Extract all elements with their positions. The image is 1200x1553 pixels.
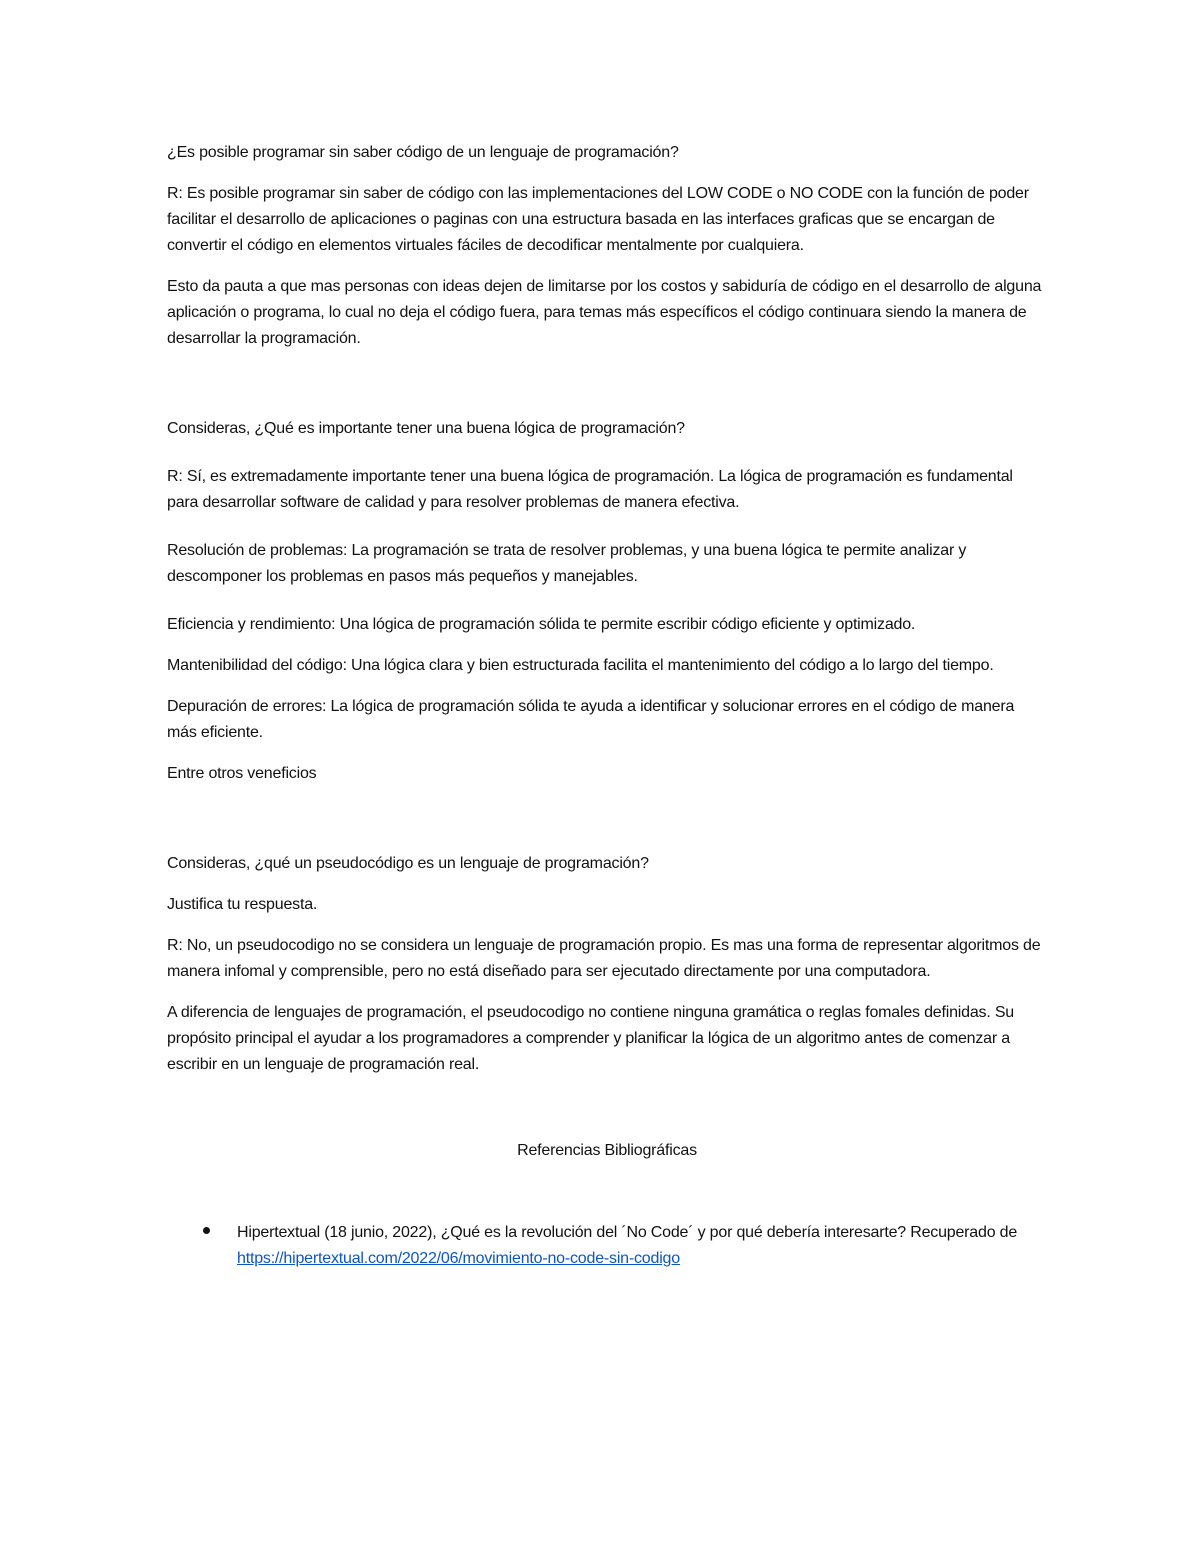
- point-problem-solving: Resolución de problemas: La programación se trata de resolver problemas, y una buena lógica te permite analizar y descomponer los problemas en pasos más pequeños y manejables.: [167, 542, 967, 585]
- question-3-instruction: Justifica tu respuesta.: [167, 896, 318, 913]
- references-title: Referencias Bibliográficas: [517, 1142, 697, 1159]
- document-page: [167, 140, 1047, 1272]
- answer-3: R: No, un pseudocodigo no se considera un lenguaje de programación propio. Es mas una forma de representar algoritmos de manera infomal y comprensible, pero no está diseñado para ser ejecutado directamente por una computadora.: [167, 937, 1041, 980]
- answer-2-closing: Entre otros veneficios: [167, 765, 317, 782]
- reference-item: [237, 1220, 1047, 1272]
- answer-1: R: Es posible programar sin saber de código con las implementaciones del LOW CODE o NO CODE con la función de poder facilitar el desarrollo de aplicaciones o paginas con una estructura basada en las interfaces graficas que se encargan de convertir el código en elementos virtuales fáciles de decodificar mentalmente por cualquiera.: [167, 185, 1029, 254]
- point-maintainability: Mantenibilidad del código: Una lógica clara y bien estructurada facilita el mantenimiento del código a lo largo del tiempo.: [167, 657, 994, 674]
- point-efficiency: Eficiencia y rendimiento: Una lógica de programación sólida te permite escribir código eficiente y optimizado.: [167, 616, 916, 633]
- question-3: Consideras, ¿qué un pseudocódigo es un lenguaje de programación?: [167, 855, 649, 872]
- question-2: Consideras, ¿Qué es importante tener una buena lógica de programación?: [167, 420, 685, 437]
- answer-2: R: Sí, es extremadamente importante tener una buena lógica de programación. La lógica de programación es fundamental para desarrollar software de calidad y para resolver problemas de manera efectiva.: [167, 468, 1013, 511]
- answer-1-paragraph-2: Esto da pauta a que mas personas con ideas dejen de limitarse por los costos y sabiduría de código en el desarrollo de alguna aplicación o programa, lo cual no deja el código fuera, para temas más específicos el código continuara siendo la manera de desarrollar la programación.: [167, 278, 1042, 347]
- bullet-icon: [203, 1227, 210, 1234]
- reference-text: Hipertextual (18 junio, 2022), ¿Qué es la revolución del ´No Code´ y por qué debería interesarte? Recuperado de: [237, 1224, 1018, 1241]
- references-list: [167, 1220, 1047, 1272]
- reference-link[interactable]: https://hipertextual.com/2022/06/movimiento-no-code-sin-codigo: [237, 1250, 680, 1267]
- references-section: [167, 1138, 1047, 1164]
- answer-3-paragraph-2: A diferencia de lenguajes de programación, el pseudocodigo no contiene ninguna gramática o reglas fomales definidas. Su propósito principal el ayudar a los programadores a comprender y planificar la lógica de un algoritmo antes de comenzar a escribir en un lenguaje de programación real.: [167, 1004, 1014, 1073]
- question-1: ¿Es posible programar sin saber código de un lenguaje de programación?: [167, 144, 679, 161]
- point-debugging: Depuración de errores: La lógica de programación sólida te ayuda a identificar y solucionar errores en el código de manera más eficiente.: [167, 698, 1015, 741]
